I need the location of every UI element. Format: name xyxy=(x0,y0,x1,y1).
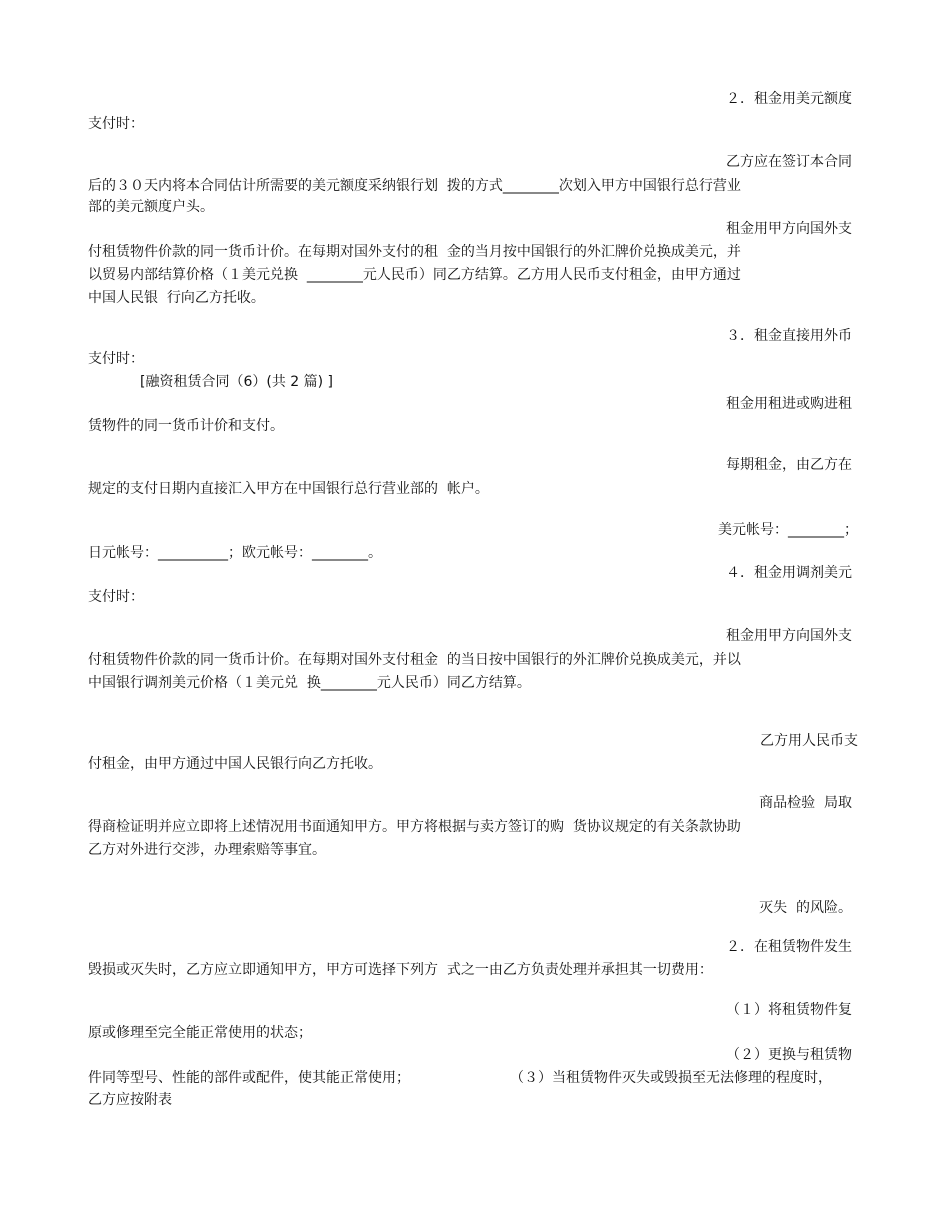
text-line: 件同等型号、性能的部件或配件，使其能正常使用； xyxy=(88,1070,410,1086)
text-line: 付租赁物件价款的同一货币计价。在每期对国外支付的租 金的当月按中国银行的外汇牌价兑换成美元，并 xyxy=(88,244,741,260)
text-line: 中国人民银 行向乙方托收。 xyxy=(88,290,265,306)
section-2-heading: ２．租金用美元额度 xyxy=(726,91,852,107)
text-line: 租金用甲方向国外支 xyxy=(726,221,852,237)
list-item-1: （１）将租赁物件复 xyxy=(726,1002,852,1018)
section-4-heading: ４．租金用调剂美元 xyxy=(726,565,852,581)
list-item-2: （２）更换与租赁物 xyxy=(726,1047,852,1063)
text-line: 每期租金，由乙方在 xyxy=(726,457,852,473)
document-title: [融资租赁合同（6）(共 2 篇) ] xyxy=(140,374,334,390)
text-line: 以贸易内部结算价格（１美元兑换 ________元人民币）同乙方结算。乙方用人民币支付租金，由甲方通过 xyxy=(88,267,741,283)
list-item-3: （３）当租赁物件灭失或毁损至无法修理的程度时， xyxy=(510,1070,832,1086)
text-line: 付租赁物件价款的同一货币计价。在每期对国外支付租金 的当日按中国银行的外汇牌价兑换成美元，并以 xyxy=(88,652,741,668)
text-line: 乙方应按附表 xyxy=(88,1092,172,1108)
text-line: 租金用租进或购进租 xyxy=(726,396,852,412)
jpy-eur-account-line: 日元帐号：__________；欧元帐号：________。 xyxy=(88,545,382,561)
text-line: 商品检验 局取 xyxy=(759,795,852,811)
text-line: 得商检证明并应立即将上述情况用书面通知甲方。甲方将根据与卖方签订的购 货协议规定的有关条款协助 xyxy=(88,819,741,835)
text-line: 支付时： xyxy=(88,589,144,605)
text-line: 乙方用人民币支 xyxy=(760,733,858,749)
text-line: 乙方对外进行交涉，办理索赔等事宜。 xyxy=(88,842,326,858)
text-line: 原或修理至完全能正常使用的状态； xyxy=(88,1025,312,1041)
text-line: 中国银行调剂美元价格（１美元兑 换________元人民币）同乙方结算。 xyxy=(88,675,531,691)
text-line: 支付时： xyxy=(88,351,144,367)
subsection-2-heading: ２．在租赁物件发生 xyxy=(726,939,852,955)
section-3-heading: ３．租金直接用外币 xyxy=(726,328,852,344)
text-line: 后的３０天内将本合同估计所需要的美元额度采纳银行划 拨的方式________次划入甲方中国银行总行营业 xyxy=(88,178,741,194)
text-line: 毁损或灭失时，乙方应立即通知甲方，甲方可选择下列方 式之一由乙方负责处理并承担其一切费用： xyxy=(88,962,713,978)
text-line: 灭失 的风险。 xyxy=(759,900,852,916)
text-line: 乙方应在签订本合同 xyxy=(726,154,852,170)
text-line: 部的美元额度户头。 xyxy=(88,199,214,215)
text-line: 付租金，由甲方通过中国人民银行向乙方托收。 xyxy=(88,756,382,772)
text-line: 租金用甲方向国外支 xyxy=(726,628,852,644)
text-line: 赁物件的同一货币计价和支付。 xyxy=(88,418,284,434)
text-line: 规定的支付日期内直接汇入甲方在中国银行总行营业部的 帐户。 xyxy=(88,481,489,497)
usd-account-line: 美元帐号：________； xyxy=(718,522,858,538)
text-line: 支付时： xyxy=(88,116,144,132)
